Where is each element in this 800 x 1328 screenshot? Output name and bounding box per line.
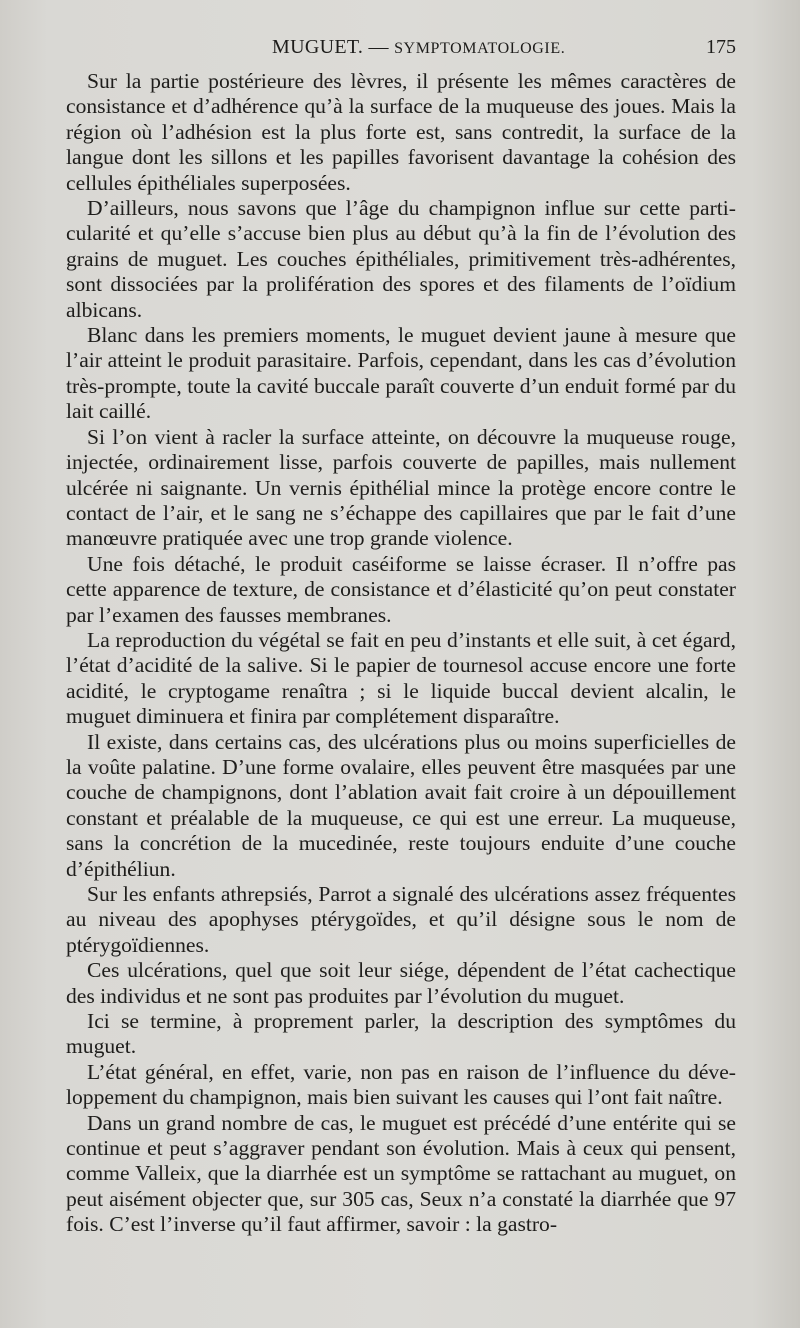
paragraph: La reproduction du végétal se fait en peu d’instants et elle suit, à cet égard, l’état d’acidité de la salive. Si le papier de tournesol accuse encore une forte acidité, le cryptogame renaîtra ; si le liquide buccal devient alcalin, le muguet diminuera et finira par complétement disparaître. [66, 627, 736, 729]
paragraph: Une fois détaché, le produit caséiforme se laisse écraser. Il n’offre pas cette apparence de texture, de consistance et d’élasticité qu’on peut constater par l’examen des fausses membranes. [66, 551, 736, 627]
running-head-section: SYMPTOMATOLOGIE. [394, 40, 566, 57]
page-number: 175 [706, 36, 736, 58]
paragraph: Sur les enfants athrepsiés, Parrot a signalé des ulcérations assez fréquentes au niveau des apophyses ptérygoïdes, et qu’il désigne sous le nom de ptérygoïdiennes. [66, 882, 736, 957]
paragraph: Sur la partie postérieure des lèvres, il présente les mêmes caractères de consistance et d’adhérence qu’à la surface de la muqueuse des joues. Mais la région où l’adhésion est la plus forte est, sans contredit, la surface de la langue dont les sillons et les papilles favorisent davantage la cohésion des cellules épithéliales superposées. [66, 69, 736, 195]
paragraph: Blanc dans les premiers moments, le muguet devient jaune à mesure que l’air atteint le produit parasitaire. Parfois, cependant, dans les cas d’évolution très-prompte, toute la cavité buccale paraît couverte d’un enduit formé par du lait caillé. [66, 323, 736, 424]
paragraph: L’état général, en effet, varie, non pas en raison de l’influence du développement du champignon, mais bien suivant les causes qui l’ont fait naître. [66, 1059, 736, 1110]
paragraph: Si l’on vient à racler la surface atteinte, on découvre la muqueuse rouge, injectée, ordinairement lisse, parfois couverte de papilles, mais nullement ulcérée ni saignante. Un vernis épithélial mince la protège encore contre le contact de l’air, et le sang ne s’échappe des capillaires que par le fait d’une manœuvre pratiquée avec une trop grande violence. [66, 424, 736, 551]
paragraph: D’ailleurs, nous savons que l’âge du champignon influe sur cette particularité et qu’elle s’accuse bien plus au début qu’à la fin de l’évolution des grains de muguet. Les couches épithéliales, primitivement très-adhérentes, sont dissociées par la prolifération des spores et des filaments de l’oïdium albicans. [66, 196, 736, 322]
body-text [66, 69, 736, 1238]
paragraph: Il existe, dans certains cas, des ulcérations plus ou moins superficielles de la voûte palatine. D’une forme ovalaire, elles peuvent être masquées par une couche de champignons, dont l’ablation avait fait croire à un dépouillement constant et préalable de la muqueuse, ce qui est une erreur. La muqueuse, sans la concrétion de la mucedinée, reste toujours enduite d’une couche d’épithéliun. [66, 729, 736, 881]
running-head-main: MUGUET. — [272, 36, 395, 58]
paragraph: Dans un grand nombre de cas, le muguet est précédé d’une entérite qui se continue et peut s’aggraver pendant son évolution. Mais à ceux qui pensent, comme Valleix, que la diarrhée est un symptôme se rattachant au muguet, on peut aisément objecter que, sur 305 cas, Seux n’a constaté la diarrhée que 97 fois. C’est l’inverse qu’il faut affirmer, savoir : la gastro- [66, 1110, 736, 1237]
running-header [66, 34, 736, 60]
running-head-title [272, 34, 565, 62]
paragraph: Ici se termine, à proprement parler, la description des symptômes du muguet. [66, 1009, 736, 1059]
paragraph: Ces ulcérations, quel que soit leur siége, dépendent de l’état cachectique des individus et ne sont pas produites par l’évolution du muguet. [66, 958, 736, 1008]
